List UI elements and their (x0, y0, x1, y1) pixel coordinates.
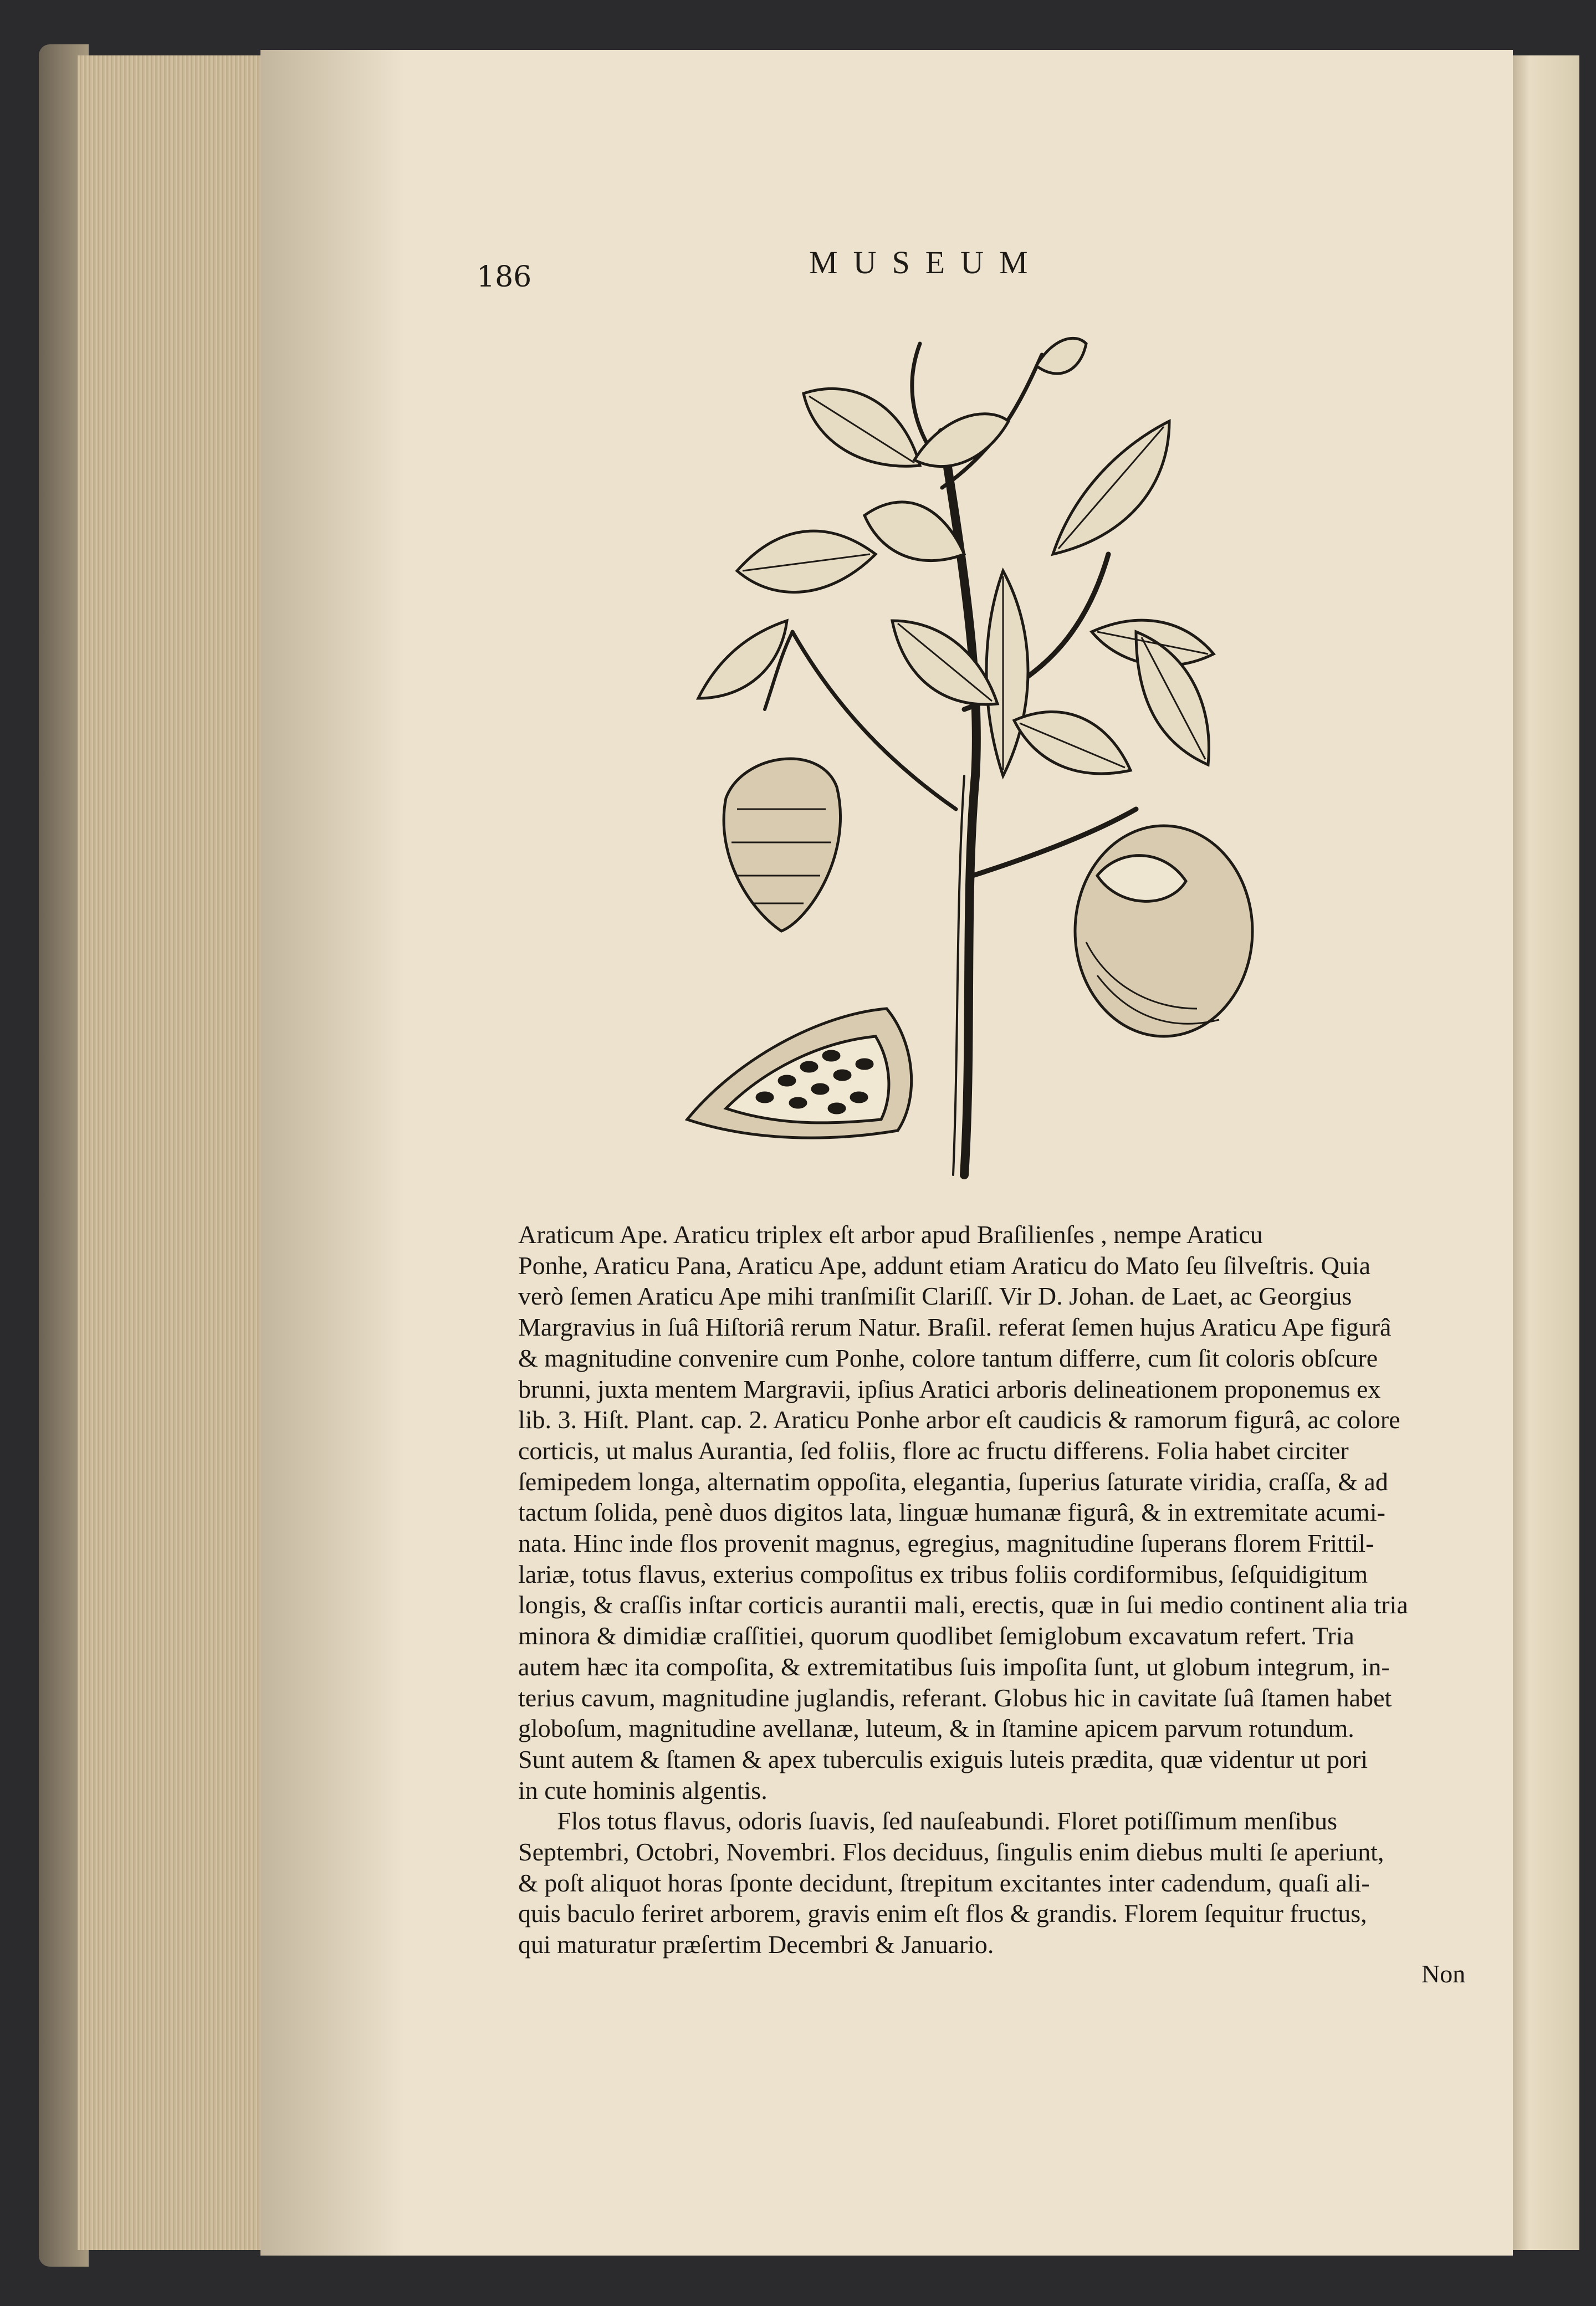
text-line: globoſum, magnitudine avellanæ, luteum, & in ſtamine apicem parvum rotundum. (518, 1714, 1354, 1743)
running-head: MUSEUM (809, 244, 1043, 280)
text-line: in cute hominis algentis. (518, 1776, 768, 1804)
text-line: longis, & craſſis inſtar corticis aurantii mali, erectis, quæ in ſui medio continent alia tria (518, 1591, 1408, 1619)
body-text (518, 1219, 1471, 1960)
text-line: terius cavum, magnitudine juglandis, referant. Globus hic in cavitate ſuâ ſtamen habet (518, 1683, 1392, 1712)
text-line: quis baculo feriret arborem, gravis enim eſt flos & grandis. Florem ſequitur fructus, (518, 1899, 1367, 1928)
text-line: ſemipedem longa, alternatim oppoſita, elegantia, ſuperius ſaturate viridia, craſſa, & ad (518, 1467, 1388, 1496)
plant-engraving-icon (654, 321, 1264, 1186)
catchword: Non (1421, 1960, 1466, 1988)
text-line: tactum ſolida, penè duos digitos lata, linguæ humanæ figurâ, & in extremitate acumi- (518, 1498, 1385, 1527)
page-number: 186 (477, 260, 532, 294)
page-edges (78, 55, 272, 2250)
text-line: & magnitudine convenire cum Ponhe, colore tantum differre, cum ſit coloris obſcure (518, 1343, 1378, 1372)
text-line: Ponhe, Araticu Pana, Araticu Ape, addunt etiam Araticu do Mato ſeu ſilveſtris. Quia (518, 1251, 1371, 1280)
text-line: verò ſemen Araticu Ape mihi tranſmiſit Clariſſ. Vir D. Johan. de Laet, ac Georgius (518, 1282, 1352, 1311)
text-line: Araticum Ape. Araticu triplex eſt arbor apud Braſilienſes , nempe Araticu (518, 1220, 1263, 1249)
gutter-shadow (260, 50, 405, 2256)
text-line: qui maturatur præſertim Decembri & Januario. (518, 1930, 994, 1959)
text-line: autem hæc ita compoſita, & extremitatibus ſuis impoſita ſunt, ut globum integrum, in- (518, 1652, 1390, 1681)
text-line: Sunt autem & ſtamen & apex tuberculis exiguis luteis prædita, quæ videntur ut pori (518, 1745, 1368, 1773)
text-line: brunni, juxta mentem Margravii, ipſius Aratici arboris delineationem proponemus ex (518, 1374, 1381, 1403)
text-line: minora & dimidiæ craſſitiei, quorum quodlibet ſemiglobum excavatum refert. Tria (518, 1622, 1354, 1650)
text-line: Margravius in ſuâ Hiſtoriâ rerum Natur. Braſil. referat ſemen hujus Araticu Ape figurâ (518, 1313, 1392, 1342)
text-line: & poſt aliquot horas ſponte decidunt, ſtrepitum excitantes inter cadendum, quaſi ali- (518, 1868, 1370, 1897)
text-line: lib. 3. Hiſt. Plant. cap. 2. Araticu Ponhe arbor eſt caudicis & ramorum figurâ, ac colore (518, 1405, 1400, 1434)
text-line: corticis, ut malus Aurantia, ſed foliis, flore ac fructu differens. Folia habet circiter (518, 1436, 1349, 1465)
text-line: Septembri, Octobri, Novembri. Flos deciduus, ſingulis enim diebus multi ſe aperiunt, (518, 1838, 1384, 1867)
text-line: lariæ, totus flavus, exterius compoſitus ex tribus foliis cordiformibus, ſeſquidigitum (518, 1560, 1368, 1588)
text-line: nata. Hinc inde flos provenit magnus, egregius, magnitudine ſuperans florem Frittil- (518, 1529, 1374, 1558)
text-line: Flos totus flavus, odoris ſuavis, ſed nauſeabundi. Floret potiſſimum menſibus (557, 1807, 1338, 1835)
